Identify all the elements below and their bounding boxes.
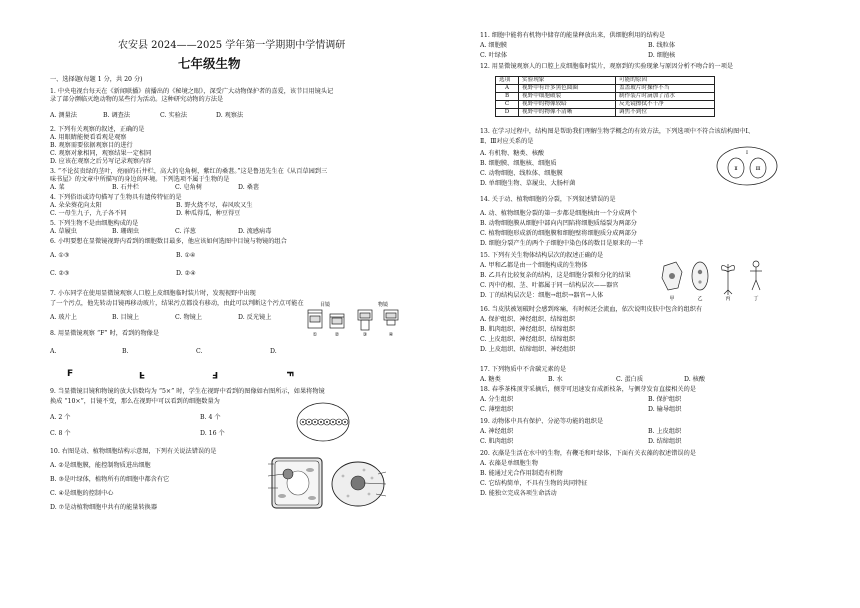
question-3-stem: 味书屋》的文章中所描写的身边的环境。下列选项不属于生物的是	[50, 176, 230, 183]
question-16-option: D. 上皮组织、结缔组织、神经组织	[480, 346, 576, 353]
question-9-stem: 换成 “10×”，目镜不变，那么在视野中可以看到的细胞数量为	[50, 398, 220, 405]
question-4-option: C. 一母生九子，九子各不同	[50, 210, 127, 217]
table-cell: 视野中的物像较暗	[519, 101, 616, 109]
question-20-option: C. 它结构简单，不具有生物的共同特征	[480, 480, 588, 487]
table-cell: 调焦不到位	[616, 109, 715, 117]
question-8-option: B.	[122, 348, 129, 355]
question-6-stem: 6. 小明要想在显微镜视野内看到的细胞数目最多，他应该如何选图中目镜与物镜的组合	[50, 238, 287, 245]
question-7-stem: 7. 小东同学在使用显微镜观察人口腔上皮细胞临时装片时，发现视野中出现	[50, 290, 256, 297]
eyepiece-1-icon	[308, 310, 322, 328]
question-19-option: C. 肌肉组织	[480, 438, 514, 445]
organism-label: 甲	[669, 296, 675, 302]
question-17-option: D. 核酸	[684, 376, 706, 383]
question-4-option: A. 朵朵葵花向太阳	[50, 202, 102, 209]
eyepiece-label: 目镜	[320, 302, 331, 308]
question-13-option: C. 动物细胞、线粒体、细胞膜	[480, 170, 563, 177]
plant-cell-icon	[272, 458, 322, 508]
question-1-stem: 1. 中央电视台每天在《新闻联播》前播出的《秘境之眼》，深受广大动物保护者的喜爱，该节目用镜头记	[50, 88, 334, 95]
objective-2-icon	[384, 310, 398, 325]
question-1-option: B. 调查法	[103, 112, 131, 119]
question-13-stem: 13. 在学习过程中，结构图是帮助我们理解生物学概念的有效方法，下列选项中不符合该结构图中Ⅰ、	[480, 128, 755, 135]
question-10-stem: 10. 右图是动、植物细胞结构示意图，下列有关说法错误的是	[50, 448, 217, 455]
question-3-stem: 3. “不论贫贵绿的茎叶，亮丽的石井栏，高大的皂角树，紫红的桑葚。”这是鲁迅先生在《从百草园到三	[50, 168, 328, 175]
question-18-option: B. 保护组织	[648, 396, 682, 403]
question-8-stem: 8. 用显微镜观察 “F” 时，看到的物像是	[50, 330, 160, 337]
question-10-option: A. ②是细胞膜，能控制物质进出细胞	[50, 462, 151, 469]
amoeba-like-cell-icon	[662, 262, 682, 290]
question-14-option: A. 动、植物细胞分裂的第一步都是细胞核由一个分成两个	[480, 210, 637, 217]
animal-cell-icon	[332, 462, 384, 506]
question-15-stem: 15. 下列有关生物体结构层次的叙述正确的是	[480, 252, 604, 259]
question-11-option: A. 细胞膜	[480, 42, 507, 49]
question-11-option: C. 叶绿体	[480, 52, 508, 59]
cell-row-icon	[300, 419, 348, 425]
table-cell: C	[496, 101, 519, 109]
question-14-option: D. 细胞分裂产生的两个子细胞中染色体的数目是原来的一半	[480, 240, 644, 247]
svg-text:Ⅰ: Ⅰ	[746, 150, 748, 156]
organism-label: 丁	[753, 296, 759, 302]
question-2-option: A. 用眼睛能便看看观是观察	[50, 134, 127, 141]
question-2-option: B. 观察需要依据观察目的进行	[50, 142, 133, 149]
objective-1-icon	[358, 310, 372, 330]
svg-text:Ⅱ: Ⅱ	[734, 166, 738, 172]
question-1-stem: 录了部分濒临灭绝动物的某些行为活动。这种研究动物的方法是	[50, 96, 224, 103]
question-17-option: C. 蛋白质	[616, 376, 644, 383]
question-18-option: A. 分生组织	[480, 396, 514, 403]
objective-label: 物镜	[378, 302, 389, 308]
question-18-option: D. 输导组织	[648, 406, 682, 413]
question-19-option: B. 上皮组织	[648, 428, 682, 435]
question-9-option: A. 2 个	[50, 414, 71, 421]
question-6-option: C. ②③	[50, 270, 70, 277]
question-3-option: D. 桑葚	[238, 184, 260, 191]
question-8-option: C.	[196, 348, 203, 355]
table-cell: 视野中的物像不清晰	[519, 109, 616, 117]
question-13-option: D. 单细胞生物、草履虫、大肠杆菌	[480, 180, 576, 187]
table-row	[496, 101, 715, 109]
question-5-option: C. 洋葱	[175, 228, 196, 235]
question-4-stem: 4. 下列俗语或诗句描写了生物具有遗传特征的是	[50, 194, 182, 201]
question-2-option: D. 应该在观察之后另写记录观察内容	[50, 158, 152, 165]
question-7-option: D. 反光镜上	[238, 314, 272, 321]
question-3-option: C. 皂角树	[175, 184, 203, 191]
question-5-option: B. 珊瑚虫	[112, 228, 140, 235]
table-header-row	[496, 77, 715, 85]
question-20-option: D. 能独立完成各项生命活动	[480, 490, 557, 497]
q8-image-a: F	[67, 369, 74, 379]
question-7-stem: 了一个污点，他先转动目镜再移动玻片，结果污点都没有移动，由此可以判断这个污点可能在	[50, 300, 304, 307]
q15-organism-figure	[660, 258, 768, 304]
plant-icon	[722, 264, 735, 295]
question-1-option: A. 测量法	[50, 112, 77, 119]
question-19-option: A. 神经组织	[480, 428, 514, 435]
question-6-option: D. ②④	[176, 270, 196, 277]
question-18-stem: 18. 春季茶株顶芽采摘后，侧芽可迅速发育成新枝条，与侧芽发育直接相关的是	[480, 386, 696, 393]
question-3-option: B. 石井栏	[112, 184, 140, 191]
table-cell: 盖盖玻片时操作不当	[616, 85, 715, 93]
question-10-option: B. ③是叶绿体，植物所有的细胞中都含有它	[50, 476, 170, 483]
question-5-option: D. 流感病毒	[238, 228, 272, 235]
question-1-option: C. 实验法	[160, 112, 188, 119]
question-15-option: A. 甲和乙都是由一个细胞构成的生物体	[480, 262, 588, 269]
question-13-option: A. 有机物、糖类、核酸	[480, 150, 545, 157]
organism-label: 乙	[697, 296, 703, 302]
question-14-option: B. 动物细胞膜从细胞中部向内凹陷将细胞质缢裂为两部分	[480, 220, 637, 227]
question-17-option: B. 水	[548, 376, 563, 383]
exam-subtitle: 七年级生物	[178, 56, 241, 71]
table-header-cell: 实验现象	[519, 77, 616, 85]
table-header-cell: 选项	[496, 77, 519, 85]
question-12-stem: 12. 用显微镜观察人的口腔上皮细胞临时装片，观察到的实验现象与原因分析不吻合的一项是	[480, 63, 734, 70]
q13-structure-diagram	[716, 146, 778, 186]
q9-field-of-view	[296, 402, 350, 442]
section-heading: 一、选择题(每题 1 分，共 20 分)	[50, 76, 143, 83]
svg-text:②: ②	[334, 332, 340, 338]
question-10-option: C. ④是细胞的控制中心	[50, 490, 114, 497]
question-15-option: B. 乙具有比较复杂的结构，这是细胞分裂和分化的结果	[480, 272, 631, 279]
svg-text:④: ④	[388, 332, 394, 338]
table-cell: D	[496, 109, 519, 117]
q8-image-b: F	[139, 369, 146, 379]
table-cell: B	[496, 93, 519, 101]
table-cell: 反光镜擦拭不干净	[616, 101, 715, 109]
svg-text:Ⅲ: Ⅲ	[755, 166, 761, 172]
question-17-stem: 17. 下列物质中不含碳元素的是	[480, 366, 567, 373]
q10-cell-diagram	[268, 452, 392, 514]
question-4-option: B. 野火烧不尽，春风吹又生	[176, 202, 253, 209]
question-5-stem: 5. 下列生物不是由细胞构成的是	[50, 220, 139, 227]
question-11-stem: 11. 细胞中能将有机物中储存的能量释放出来，供细胞利用的结构是	[480, 32, 666, 39]
question-18-option: C. 薄壁组织	[480, 406, 514, 413]
question-16-option: B. 肌肉组织、神经组织、结缔组织	[480, 326, 576, 333]
question-8-option: A.	[50, 348, 57, 355]
q12-table	[495, 76, 715, 117]
eyepiece-2-icon	[330, 314, 344, 328]
question-20-stem: 20. 衣藻是生活在水中的生物，有鞭毛和叶绿体，下面有关衣藻的叙述错误的是	[480, 450, 696, 457]
question-7-option: A. 玻片上	[50, 314, 77, 321]
question-3-option: A. 菜	[50, 184, 65, 191]
question-11-option: B. 线粒体	[648, 42, 676, 49]
table-row	[496, 109, 715, 117]
question-9-option: C. 8 个	[50, 430, 71, 437]
q8-image-c: F	[212, 369, 219, 379]
question-19-option: D. 结缔组织	[648, 438, 682, 445]
question-7-option: C. 物镜上	[175, 314, 203, 321]
organism-label: 丙	[725, 296, 731, 302]
table-header-cell: 可能的原因	[616, 77, 715, 85]
table-row	[496, 85, 715, 93]
table-cell: 制作装片时滴加了清水	[616, 93, 715, 101]
question-1-option: D. 观察法	[216, 112, 244, 119]
question-8-option: D.	[270, 348, 277, 355]
question-13-stem: Ⅱ、Ⅲ对应关系的是	[480, 138, 534, 145]
question-2-option: C. 观察对象相同，观察结果一定相同	[50, 150, 152, 157]
question-13-option: B. 细胞膜、细胞核、细胞质	[480, 160, 557, 167]
svg-text:①: ①	[312, 332, 318, 338]
human-figure-icon	[750, 261, 762, 290]
question-11-option: D. 细胞核	[648, 52, 676, 59]
question-9-stem: 9. 当显微镜目镜和物镜的放大倍数均为 “5×” 时，学生在视野中看到的图像如右图所示，如果将物镜	[50, 388, 325, 395]
table-cell: A	[496, 85, 519, 93]
table-cell: 视野中细胞破裂	[519, 93, 616, 101]
question-7-option: B. 目镜上	[112, 314, 140, 321]
question-14-option: C. 植物细胞形成新的细胞膜和细胞壁将细胞质分成两部分	[480, 230, 637, 237]
question-15-option: D. 丁的结构层次是：细胞→组织→器官→人体	[480, 292, 604, 299]
question-5-option: A. 草履虫	[50, 228, 77, 235]
question-16-option: A. 保护组织、神经组织、结缔组织	[480, 316, 576, 323]
question-19-stem: 19. 动物体中具有保护、分泌等功能的组织是	[480, 418, 604, 425]
question-15-option: C. 丙中的根、茎、叶都属于同一结构层次——器官	[480, 282, 619, 289]
question-6-option: A. ①③	[50, 252, 70, 259]
question-20-option: A. 衣藻是单细胞生物	[480, 460, 538, 467]
question-9-option: D. 16 个	[200, 430, 225, 437]
q8-image-d: F	[284, 370, 295, 378]
paramecium-icon	[692, 262, 708, 290]
question-20-option: B. 能通过光合作用制造有机物	[480, 470, 563, 477]
question-6-option: B. ①④	[176, 252, 196, 259]
svg-text:③: ③	[362, 332, 368, 338]
question-16-option: C. 上皮组织、神经组织、结缔组织	[480, 336, 576, 343]
exam-title: 农安县 2024——2025 学年第一学期期中学情调研	[118, 40, 346, 51]
q6-lens-figure	[306, 300, 412, 340]
question-9-option: B. 4 个	[200, 414, 221, 421]
table-cell: 视野中有许多黑色圆圈	[519, 85, 616, 93]
question-16-stem: 16. 当皮肤被划破时会感到疼痛，有时候还会流血，依次说明皮肤中包含的组织有	[480, 306, 703, 313]
question-14-stem: 14. 关于动、植物细胞的分裂，下列叙述错误的是	[480, 196, 616, 203]
question-10-option: D. ⑦是动植物细胞中共有的能量转换器	[50, 504, 158, 511]
table-row	[496, 93, 715, 101]
question-4-option: D. 种瓜得瓜，种豆得豆	[176, 210, 241, 217]
question-2-stem: 2. 下列有关观察的叙述，正确的是	[50, 126, 145, 133]
question-17-option: A. 糖类	[480, 376, 501, 383]
